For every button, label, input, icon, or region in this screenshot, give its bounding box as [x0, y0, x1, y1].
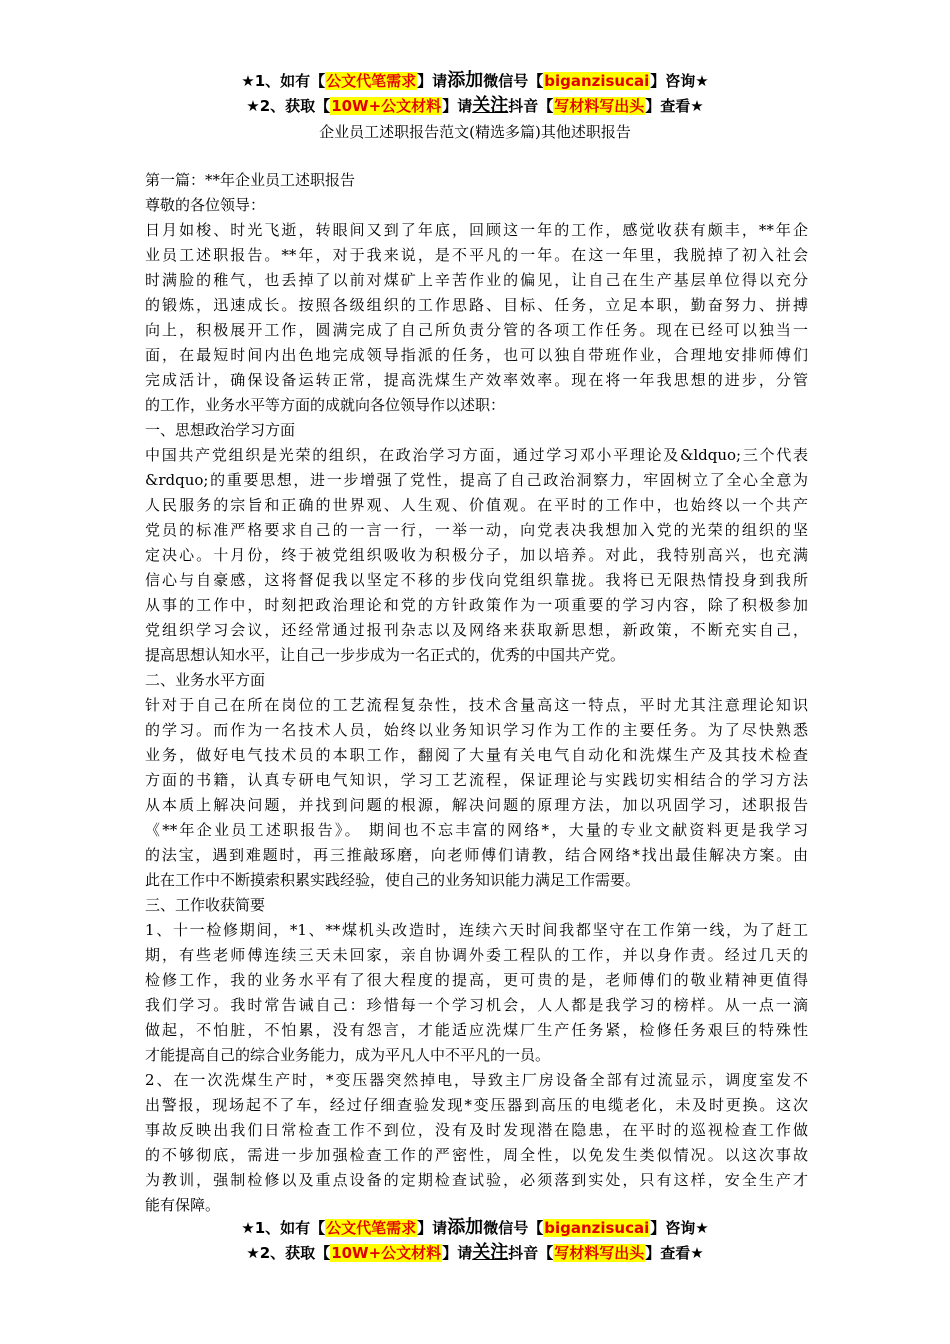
- banner-highlight: biganzisucai: [544, 1219, 650, 1237]
- banner-text: ★2、获取【: [246, 97, 331, 115]
- body-line: 为教训，强制检修以及重点设备的定期检查试验，必须落到实处，只有这样，安全生产才: [145, 1171, 808, 1189]
- body-line: 的法宝，遇到难题时，再三推敲琢磨，向老师傅们请教，结合网络*找出最佳解决方案。由: [145, 846, 808, 864]
- body-line: 提高思想认知水平，让自己一步步成为一名正式的，优秀的中国共产党。: [145, 646, 626, 664]
- banner-text: 】查看★: [645, 97, 704, 115]
- promo-banner-bottom-1: [0, 1216, 950, 1240]
- body-line: 时满脸的稚气，也丢掉了以前对煤矿上辛苦作业的偏见，让自己在生产基层单位得以充分: [145, 271, 808, 289]
- banner-highlight: biganzisucai: [544, 72, 650, 90]
- body-line: 从本质上解决问题，并找到问题的根源，解决问题的原理方法，加以巩固学习，述职报告: [145, 796, 808, 814]
- banner-highlight: 写材料写出头: [554, 1244, 645, 1262]
- body-line: 信心与自豪感，这将督促我以坚定不移的步伐向党组织靠拢。我将已无限热情投身到我所: [145, 571, 808, 589]
- promo-banner-bottom-2: [0, 1241, 950, 1265]
- body-line: 我们学习。我时常告诫自己：珍惜每一个学习机会，人人都是我学习的榜样。从一点一滴: [145, 996, 808, 1014]
- body-line: 方面的书籍，认真专研电气知识，学习工艺流程，保证理论与实践切实相结合的学习方法: [145, 771, 808, 789]
- banner-emphasis: 添加: [447, 70, 484, 91]
- body-line: 尊敬的各位领导：: [145, 196, 266, 214]
- body-line: 2、在一次洗煤生产时，*变压器突然掉电，导致主厂房设备全部有过流显示，调度室发不: [145, 1071, 808, 1089]
- body-line: 出警报，现场起不了车，经过仔细查验发现*变压器到高压的电缆老化，未及时更换。这次: [145, 1096, 808, 1114]
- body-line: 做起，不怕脏，不怕累，没有怨言，才能适应洗煤厂生产任务紧，检修任务艰巨的特殊性: [145, 1021, 808, 1039]
- body-line: 一、思想政治学习方面: [145, 421, 296, 439]
- document-body: [145, 168, 808, 1218]
- body-line: 的不够彻底，需进一步加强检查工作的严密性，周全性，以免发生类似情况。以这次事故: [145, 1146, 808, 1164]
- body-line: 第一篇：**年企业员工述职报告: [145, 171, 356, 189]
- body-line: 三、工作收获简要: [145, 896, 266, 914]
- banner-text: 】查看★: [645, 1244, 704, 1262]
- banner-highlight: 公文代笔需求: [326, 1219, 417, 1237]
- body-line: 党组织学习会议，还经常通过报刊杂志以及网络来获取新思想，新政策，不断充实自己，: [145, 621, 808, 639]
- body-line: 此在工作中不断摸索积累实践经验，使自己的业务知识能力满足工作需要。: [145, 871, 641, 889]
- banner-text: ★1、如有【: [241, 1219, 326, 1237]
- body-line: 检修工作，我的业务水平有了很大程度的提高，更可贵的是，老师傅们的敬业精神更值得: [145, 971, 808, 989]
- banner-highlight: 写材料写出头: [554, 97, 645, 115]
- banner-text: 】请: [417, 72, 448, 90]
- body-line: 完成活计，确保设备运转正常，提高洗煤生产效率效率。现在将一年我思想的进步，分管: [145, 371, 808, 389]
- banner-highlight: 公文代笔需求: [326, 72, 417, 90]
- banner-text: 】请: [417, 1219, 448, 1237]
- banner-text: 】请: [442, 97, 473, 115]
- banner-text: 】请: [442, 1244, 473, 1262]
- banner-emphasis: 添加: [447, 1217, 484, 1238]
- body-line: 1、十一检修期间，*1、**煤机头改造时，连续六天时间我都坚守在工作第一线，为了赶工: [145, 921, 808, 939]
- body-line: 业员工述职报告。**年，对于我来说，是不平凡的一年。在这一年里，我脱掉了初入社会: [145, 246, 808, 264]
- banner-emphasis: 关注: [472, 95, 509, 116]
- body-line: 能有保障。: [145, 1196, 221, 1214]
- banner-emphasis: 关注: [472, 1242, 509, 1263]
- body-line: 期，有些老师傅连续三天未回家，亲自协调外委工程队的工作，并以身作责。经过几天的: [145, 946, 808, 964]
- banner-text: ★2、获取【: [246, 1244, 331, 1262]
- banner-text: 】咨询★: [650, 72, 709, 90]
- body-line: 《**年企业员工述职报告》。 期间也不忘丰富的网络*，大量的专业文献资料更是我学习: [145, 821, 808, 839]
- body-line: 日月如梭、时光飞逝，转眼间又到了年底，回顾这一年的工作，感觉收获有颇丰，**年企: [145, 221, 808, 239]
- body-line: 的学习。而作为一名技术人员，始终以业务知识学习作为工作的主要任务。为了尽快熟悉: [145, 721, 808, 739]
- banner-text: 微信号【: [483, 72, 544, 90]
- body-line: 业务，做好电气技术员的本职工作，翻阅了大量有关电气自动化和洗煤生产及其技术检查: [145, 746, 808, 764]
- banner-highlight: 10W+公文材料: [331, 1244, 442, 1262]
- promo-banner-top-2: [0, 94, 950, 118]
- body-line: 中国共产党组织是光荣的组织，在政治学习方面，通过学习邓小平理论及&ldquo;三个代表: [145, 446, 808, 464]
- banner-text: 】咨询★: [650, 1219, 709, 1237]
- body-line: 事故反映出我们日常检查工作不到位，没有及时发现潜在隐患，在平时的巡视检查工作做: [145, 1121, 808, 1139]
- body-line: 的锻炼，迅速成长。按照各级组织的工作思路、目标、任务，立足本职，勤奋努力、拼搏: [145, 296, 808, 314]
- body-line: 才能提高自己的综合业务能力，成为平凡人中不平凡的一员。: [145, 1046, 551, 1064]
- body-line: 的工作，业务水平等方面的成就向各位领导作以述职：: [145, 396, 506, 414]
- body-line: &rdquo;的重要思想，进一步增强了党性，提高了自己政治洞察力，牢固树立了全心全意为: [145, 471, 808, 489]
- promo-banner-top-1: [0, 69, 950, 93]
- banner-text: 微信号【: [483, 1219, 544, 1237]
- banner-highlight: 10W+公文材料: [331, 97, 442, 115]
- banner-text: 抖音【: [508, 1244, 554, 1262]
- body-line: 二、业务水平方面: [145, 671, 266, 689]
- document-title: 企业员工述职报告范文(精选多篇)其他述职报告: [319, 123, 631, 141]
- body-line: 从事的工作中，时刻把政治理论和党的方针政策作为一项重要的学习内容，除了积极参加: [145, 596, 808, 614]
- body-line: 向上，积极展开工作，圆满完成了自己所负责分管的各项工作任务。现在已经可以独当一: [145, 321, 808, 339]
- banner-text: 抖音【: [508, 97, 554, 115]
- banner-text: ★1、如有【: [241, 72, 326, 90]
- body-line: 定决心。十月份，终于被党组织吸收为积极分子，加以培养。对此，我特别高兴，也充满: [145, 546, 808, 564]
- body-line: 面，在最短时间内出色地完成领导指派的任务，也可以独自带班作业，合理地安排师傅们: [145, 346, 808, 364]
- body-line: 针对于自己在所在岗位的工艺流程复杂性，技术含量高这一特点，平时尤其注意理论知识: [145, 696, 808, 714]
- body-line: 人民服务的宗旨和正确的世界观、人生观、价值观。在平时的工作中，也始终以一个共产: [145, 496, 808, 514]
- body-line: 党员的标准严格要求自己的一言一行，一举一动，向党表决我想加入党的光荣的组织的坚: [145, 521, 808, 539]
